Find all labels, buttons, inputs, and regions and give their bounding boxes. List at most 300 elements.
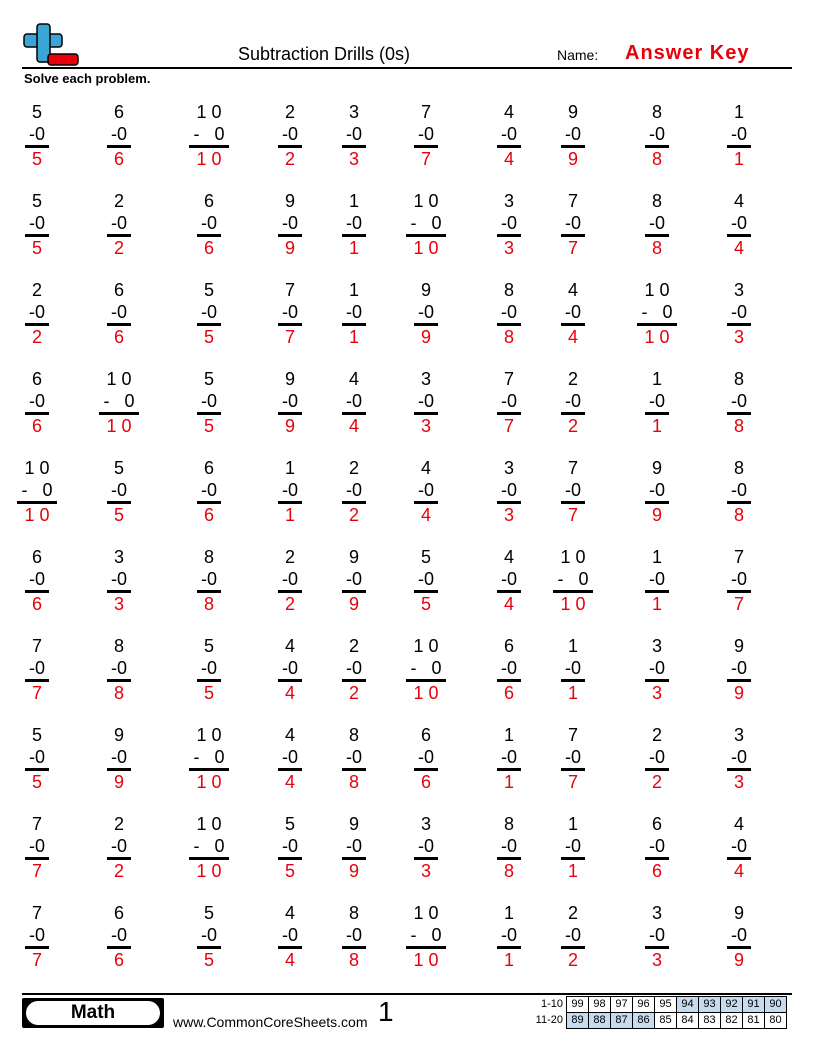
answer: 2 — [567, 416, 578, 436]
answer: 3 — [503, 505, 514, 525]
answer: 6 — [203, 238, 214, 258]
subtrahend: -0 — [648, 925, 665, 945]
minuend: 5 — [203, 903, 214, 923]
subtrahend: -0 — [730, 747, 747, 767]
answer: 2 — [31, 327, 42, 347]
minuend: 1 0 — [196, 102, 222, 122]
subtrahend: -0 — [417, 569, 434, 589]
subtrahend: -0 — [417, 836, 434, 856]
subtraction-problem — [479, 902, 539, 971]
subtraction-problem — [324, 101, 384, 170]
minuend: 5 — [420, 547, 431, 567]
answer: 8 — [733, 416, 744, 436]
page-number: 1 — [378, 996, 394, 1027]
minuend: 1 0 — [24, 458, 50, 478]
subtraction-problem — [627, 546, 687, 615]
subtraction-problem — [7, 635, 67, 704]
subtrahend: -0 — [345, 747, 362, 767]
subtraction-problem — [7, 101, 67, 170]
minuend: 7 — [284, 280, 295, 300]
subtrahend: -0 — [417, 747, 434, 767]
answer: 3 — [420, 416, 431, 436]
answer: 5 — [31, 772, 42, 792]
answer: 1 — [567, 861, 578, 881]
score-cell: 81 — [743, 1013, 765, 1029]
answer: 1 0 — [644, 327, 670, 347]
subtrahend: -0 — [281, 658, 298, 678]
answer: 4 — [503, 149, 514, 169]
subtrahend: -0 — [500, 124, 517, 144]
minuend: 3 — [420, 814, 431, 834]
answer: 1 0 — [560, 594, 586, 614]
subtraction-problem — [709, 101, 769, 170]
subtraction-problem — [479, 635, 539, 704]
minuend: 6 — [31, 369, 42, 389]
subtraction-problem — [396, 635, 456, 704]
subtraction-problem — [179, 546, 239, 615]
minuend: 9 — [284, 191, 295, 211]
minuend: 1 — [348, 191, 359, 211]
score-cell: 84 — [677, 1013, 699, 1029]
minuend: 2 — [113, 191, 124, 211]
subtraction-problem — [179, 902, 239, 971]
score-cell: 91 — [743, 997, 765, 1013]
subtrahend: - 0 — [103, 391, 135, 411]
minuend: 9 — [733, 903, 744, 923]
subtraction-problem — [543, 902, 603, 971]
answer: 6 — [113, 327, 124, 347]
subtraction-problem — [7, 368, 67, 437]
subtrahend: -0 — [417, 391, 434, 411]
subtrahend: -0 — [648, 836, 665, 856]
score-row — [527, 1013, 787, 1029]
subtraction-problem — [396, 101, 456, 170]
minuend: 8 — [503, 280, 514, 300]
subtraction-problem — [89, 457, 149, 526]
subtraction-problem — [324, 813, 384, 882]
subtrahend: -0 — [200, 213, 217, 233]
subtrahend: - 0 — [21, 480, 53, 500]
subtraction-problem — [324, 635, 384, 704]
subtraction-problem — [260, 635, 320, 704]
answer: 1 0 — [196, 861, 222, 881]
subtrahend: -0 — [200, 658, 217, 678]
minuend: 5 — [31, 725, 42, 745]
minuend: 9 — [733, 636, 744, 656]
minuend: 1 0 — [644, 280, 670, 300]
subtrahend: -0 — [28, 658, 45, 678]
answer: 8 — [348, 772, 359, 792]
subtrahend: -0 — [345, 658, 362, 678]
answer: 7 — [503, 416, 514, 436]
subtrahend: -0 — [648, 213, 665, 233]
subtraction-problem — [7, 546, 67, 615]
subtrahend: -0 — [345, 480, 362, 500]
subtrahend: -0 — [345, 836, 362, 856]
minuend: 6 — [503, 636, 514, 656]
subtrahend: -0 — [28, 925, 45, 945]
subtraction-problem — [627, 368, 687, 437]
subtraction-problem — [479, 813, 539, 882]
subtraction-problem — [260, 101, 320, 170]
answer: 9 — [284, 416, 295, 436]
minuend: 4 — [284, 725, 295, 745]
answer: 6 — [31, 416, 42, 436]
score-cell: 87 — [611, 1013, 633, 1029]
minuend: 5 — [31, 102, 42, 122]
subtrahend: -0 — [28, 391, 45, 411]
subtraction-problem — [396, 190, 456, 259]
minuend: 8 — [348, 903, 359, 923]
score-cell: 93 — [699, 997, 721, 1013]
minuend: 2 — [113, 814, 124, 834]
answer: 7 — [567, 772, 578, 792]
answer: 2 — [348, 683, 359, 703]
minuend: 7 — [567, 458, 578, 478]
subtrahend: -0 — [730, 391, 747, 411]
answer: 3 — [113, 594, 124, 614]
answer: 9 — [567, 149, 578, 169]
answer: 6 — [420, 772, 431, 792]
subtraction-problem — [709, 190, 769, 259]
minuend: 3 — [113, 547, 124, 567]
subtrahend: -0 — [110, 836, 127, 856]
answer: 9 — [348, 861, 359, 881]
answer: 1 0 — [413, 683, 439, 703]
answer: 2 — [348, 505, 359, 525]
answer: 6 — [203, 505, 214, 525]
subtrahend: -0 — [200, 925, 217, 945]
subtrahend: -0 — [110, 213, 127, 233]
subtrahend: -0 — [110, 302, 127, 322]
answer: 5 — [203, 327, 214, 347]
subtrahend: -0 — [200, 391, 217, 411]
answer: 5 — [113, 505, 124, 525]
subtrahend: -0 — [730, 836, 747, 856]
answer: 8 — [733, 505, 744, 525]
minuend: 6 — [651, 814, 662, 834]
subtraction-problem — [627, 279, 687, 348]
subtrahend: -0 — [730, 925, 747, 945]
instructions: Solve each problem. — [24, 71, 151, 86]
subtrahend: -0 — [500, 836, 517, 856]
subtraction-problem — [396, 368, 456, 437]
score-cell: 88 — [589, 1013, 611, 1029]
subtraction-problem — [89, 190, 149, 259]
minuend: 5 — [203, 636, 214, 656]
score-cell: 99 — [567, 997, 589, 1013]
subtraction-problem — [324, 457, 384, 526]
minuend: 9 — [348, 547, 359, 567]
minuend: 7 — [31, 636, 42, 656]
minuend: 6 — [31, 547, 42, 567]
subtraction-problem — [627, 457, 687, 526]
minuend: 3 — [733, 725, 744, 745]
subtraction-problem — [543, 190, 603, 259]
subtraction-problem — [479, 368, 539, 437]
minuend: 7 — [31, 814, 42, 834]
score-cell: 85 — [655, 1013, 677, 1029]
answer: 1 0 — [24, 505, 50, 525]
answer: 4 — [733, 861, 744, 881]
answer: 4 — [284, 950, 295, 970]
answer: 3 — [733, 772, 744, 792]
answer: 3 — [733, 327, 744, 347]
answer: 3 — [348, 149, 359, 169]
score-row-label: 11-20 — [535, 1014, 563, 1026]
subtrahend: -0 — [345, 925, 362, 945]
subtraction-problem — [260, 724, 320, 793]
subtraction-problem — [543, 101, 603, 170]
subtrahend: -0 — [648, 124, 665, 144]
subtraction-problem — [709, 902, 769, 971]
subtraction-problem — [179, 635, 239, 704]
subtrahend: -0 — [110, 480, 127, 500]
minuend: 1 0 — [560, 547, 586, 567]
answer: 8 — [203, 594, 214, 614]
subject-badge — [22, 998, 164, 1028]
answer: 1 — [348, 327, 359, 347]
subtraction-problem — [709, 368, 769, 437]
subtrahend: -0 — [200, 569, 217, 589]
subtraction-problem — [260, 279, 320, 348]
subtrahend: -0 — [281, 480, 298, 500]
minuend: 2 — [284, 547, 295, 567]
answer: 8 — [651, 238, 662, 258]
answer: 8 — [503, 327, 514, 347]
answer: 1 — [503, 950, 514, 970]
answer: 2 — [651, 772, 662, 792]
score-cell: 97 — [611, 997, 633, 1013]
subtraction-problem — [543, 635, 603, 704]
subtraction-problem — [179, 368, 239, 437]
subtraction-problem — [89, 368, 149, 437]
subtrahend: - 0 — [193, 124, 225, 144]
subtrahend: -0 — [417, 302, 434, 322]
minuend: 7 — [567, 725, 578, 745]
answer: 1 0 — [413, 950, 439, 970]
answer: 6 — [113, 950, 124, 970]
subtraction-problem — [324, 279, 384, 348]
subtraction-problem — [260, 546, 320, 615]
minuend: 3 — [503, 191, 514, 211]
minuend: 1 — [348, 280, 359, 300]
subtrahend: -0 — [28, 569, 45, 589]
minuend: 6 — [203, 191, 214, 211]
answer: 4 — [284, 683, 295, 703]
subtrahend: -0 — [28, 747, 45, 767]
answer: 2 — [567, 950, 578, 970]
answer: 9 — [284, 238, 295, 258]
subtrahend: -0 — [564, 925, 581, 945]
minuend: 1 — [733, 102, 744, 122]
subtrahend: - 0 — [410, 658, 442, 678]
subtrahend: -0 — [730, 302, 747, 322]
subtraction-problem — [627, 190, 687, 259]
minuend: 1 — [503, 903, 514, 923]
subtraction-problem — [324, 190, 384, 259]
subtrahend: -0 — [28, 213, 45, 233]
subtrahend: -0 — [417, 480, 434, 500]
minuend: 1 0 — [106, 369, 132, 389]
subtraction-problem — [179, 279, 239, 348]
answer: 2 — [113, 861, 124, 881]
subject-label: Math — [26, 1001, 160, 1025]
minuend: 4 — [503, 102, 514, 122]
subtraction-problem — [179, 101, 239, 170]
answer: 1 0 — [196, 149, 222, 169]
minuend: 4 — [348, 369, 359, 389]
subtrahend: -0 — [110, 658, 127, 678]
minuend: 3 — [733, 280, 744, 300]
subtrahend: -0 — [281, 213, 298, 233]
answer: 9 — [733, 683, 744, 703]
subtrahend: - 0 — [410, 213, 442, 233]
subtraction-problem — [709, 813, 769, 882]
subtraction-problem — [89, 902, 149, 971]
minuend: 5 — [284, 814, 295, 834]
answer: 5 — [203, 416, 214, 436]
score-cell: 94 — [677, 997, 699, 1013]
minuend: 4 — [733, 191, 744, 211]
subtrahend: -0 — [200, 480, 217, 500]
subtrahend: - 0 — [641, 302, 673, 322]
answer: 1 — [348, 238, 359, 258]
subtraction-problem — [627, 813, 687, 882]
subtraction-problem — [479, 279, 539, 348]
answer: 7 — [567, 238, 578, 258]
minuend: 7 — [733, 547, 744, 567]
subtraction-problem — [543, 724, 603, 793]
subtrahend: -0 — [564, 836, 581, 856]
minuend: 4 — [733, 814, 744, 834]
minuend: 6 — [113, 280, 124, 300]
answer: 9 — [651, 505, 662, 525]
score-row — [527, 997, 787, 1013]
subtrahend: -0 — [281, 925, 298, 945]
subtraction-problem — [324, 724, 384, 793]
math-logo-icon — [22, 23, 80, 67]
subtraction-problem — [543, 813, 603, 882]
minuend: 2 — [651, 725, 662, 745]
minuend: 3 — [651, 903, 662, 923]
answer: 3 — [420, 861, 431, 881]
subtraction-problem — [396, 546, 456, 615]
minuend: 1 0 — [413, 636, 439, 656]
minuend: 9 — [567, 102, 578, 122]
subtrahend: -0 — [110, 925, 127, 945]
minuend: 8 — [733, 369, 744, 389]
answer: 2 — [284, 594, 295, 614]
subtrahend: -0 — [500, 480, 517, 500]
answer: 7 — [31, 683, 42, 703]
subtraction-problem — [627, 635, 687, 704]
minuend: 9 — [113, 725, 124, 745]
minuend: 8 — [503, 814, 514, 834]
score-cell: 82 — [721, 1013, 743, 1029]
subtrahend: -0 — [564, 480, 581, 500]
footer-divider — [22, 993, 792, 995]
answer: 8 — [503, 861, 514, 881]
minuend: 2 — [348, 636, 359, 656]
subtrahend: -0 — [500, 213, 517, 233]
subtraction-problem — [260, 902, 320, 971]
header-divider — [22, 67, 792, 69]
answer: 1 — [284, 505, 295, 525]
minuend: 5 — [31, 191, 42, 211]
subtrahend: -0 — [345, 391, 362, 411]
subtrahend: -0 — [500, 391, 517, 411]
minuend: 3 — [651, 636, 662, 656]
answer: 1 — [503, 772, 514, 792]
answer: 3 — [503, 238, 514, 258]
subtrahend: -0 — [28, 302, 45, 322]
subtrahend: -0 — [648, 391, 665, 411]
minuend: 1 — [503, 725, 514, 745]
answer: 6 — [113, 149, 124, 169]
subtraction-problem — [7, 457, 67, 526]
score-row-label: 1-10 — [540, 998, 563, 1010]
minuend: 9 — [651, 458, 662, 478]
subtrahend: -0 — [110, 569, 127, 589]
subtraction-problem — [479, 101, 539, 170]
answer: 4 — [567, 327, 578, 347]
subtrahend: -0 — [281, 569, 298, 589]
minuend: 1 0 — [196, 725, 222, 745]
subtraction-problem — [627, 101, 687, 170]
minuend: 5 — [203, 369, 214, 389]
subtraction-problem — [543, 457, 603, 526]
subtraction-problem — [7, 902, 67, 971]
subtrahend: -0 — [730, 124, 747, 144]
minuend: 7 — [420, 102, 431, 122]
answer: 5 — [284, 861, 295, 881]
subtrahend: -0 — [564, 747, 581, 767]
subtraction-problem — [627, 724, 687, 793]
answer: 2 — [113, 238, 124, 258]
subtraction-problem — [260, 368, 320, 437]
minuend: 9 — [348, 814, 359, 834]
subtraction-problem — [479, 724, 539, 793]
minuend: 8 — [113, 636, 124, 656]
minuend: 8 — [348, 725, 359, 745]
answer: 1 — [651, 594, 662, 614]
answer: 3 — [651, 950, 662, 970]
minuend: 9 — [420, 280, 431, 300]
minuend: 3 — [420, 369, 431, 389]
subtraction-problem — [709, 724, 769, 793]
minuend: 3 — [348, 102, 359, 122]
answer: 7 — [284, 327, 295, 347]
subtrahend: -0 — [730, 658, 747, 678]
score-cell: 90 — [765, 997, 787, 1013]
subtrahend: -0 — [500, 302, 517, 322]
subtrahend: -0 — [648, 747, 665, 767]
score-cell: 96 — [633, 997, 655, 1013]
score-cell: 86 — [633, 1013, 655, 1029]
subtrahend: -0 — [500, 747, 517, 767]
subtraction-problem — [179, 813, 239, 882]
answer: 1 0 — [106, 416, 132, 436]
minuend: 1 — [651, 547, 662, 567]
minuend: 7 — [31, 903, 42, 923]
subtraction-problem — [7, 813, 67, 882]
subtrahend: -0 — [500, 569, 517, 589]
subtrahend: -0 — [345, 302, 362, 322]
subtraction-problem — [179, 724, 239, 793]
worksheet-title: Subtraction Drills (0s) — [238, 44, 411, 64]
score-cell: 89 — [567, 1013, 589, 1029]
